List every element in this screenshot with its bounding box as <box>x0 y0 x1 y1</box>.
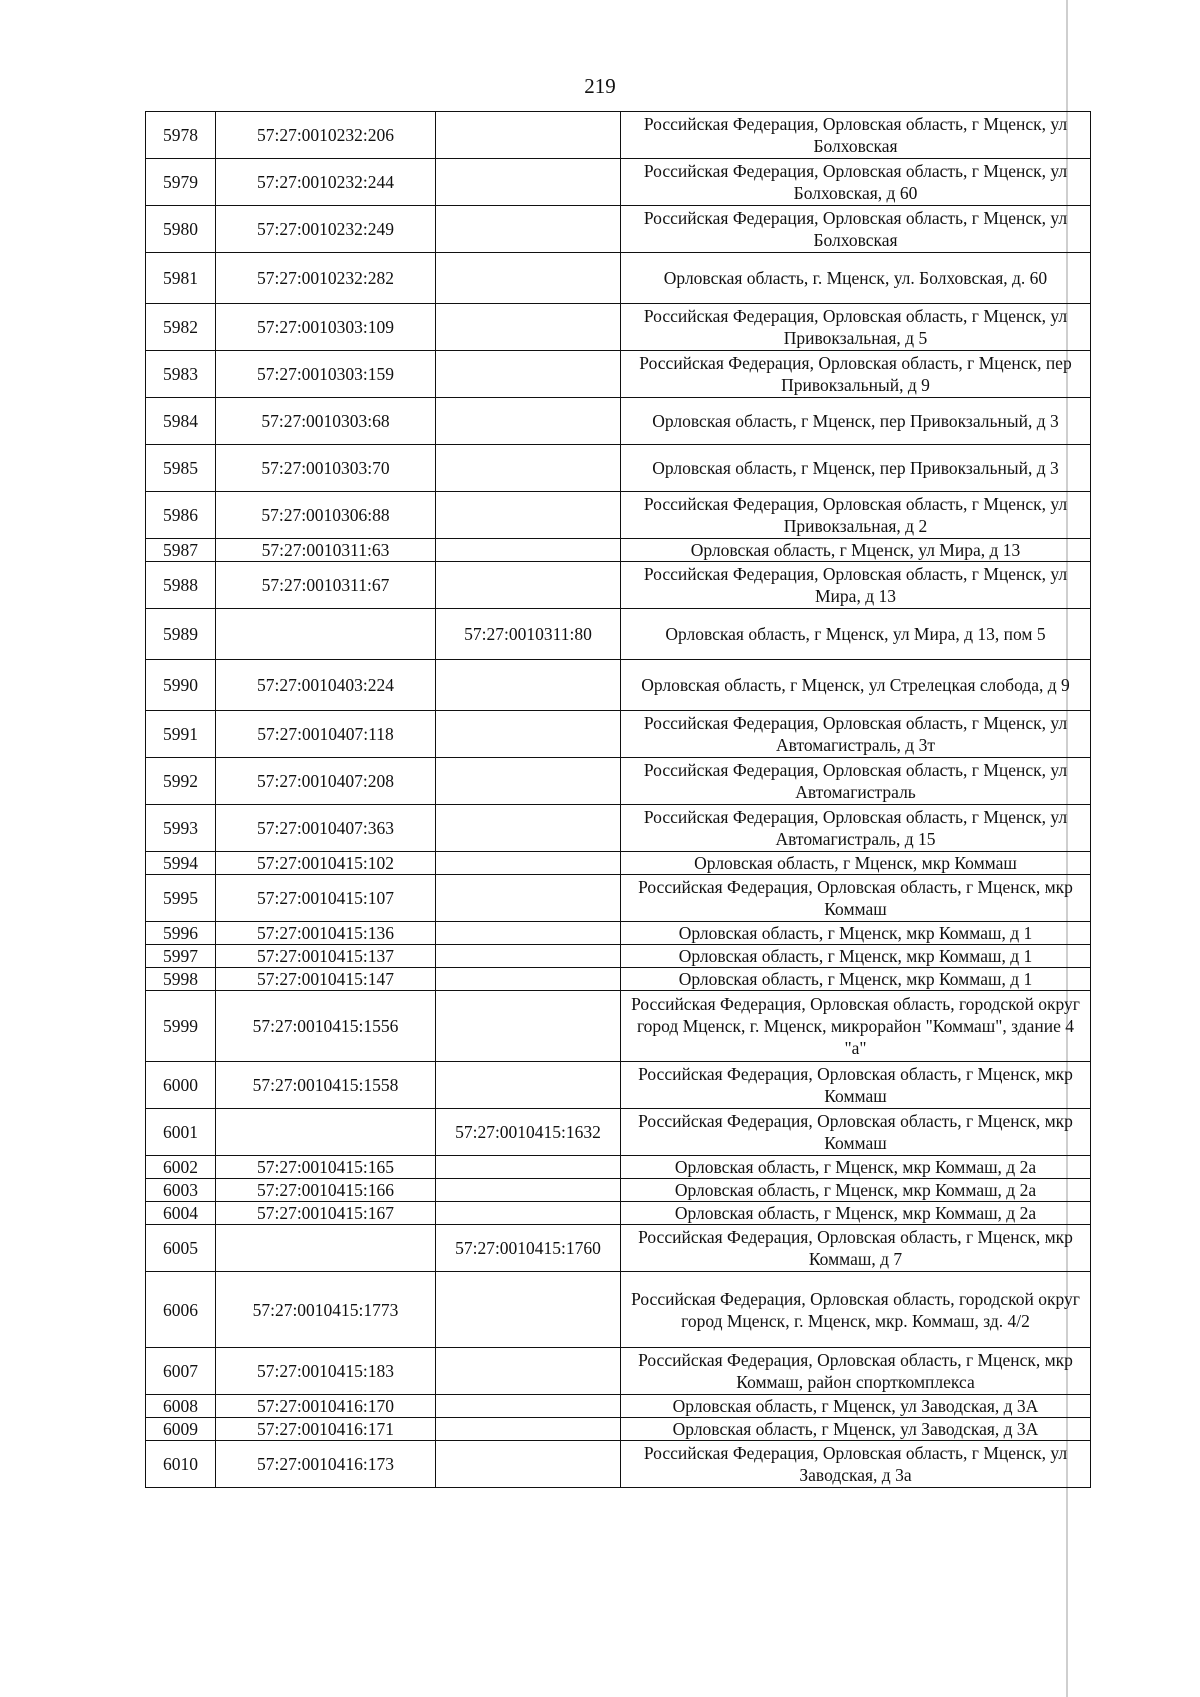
table-row <box>146 398 1091 445</box>
parent-cadastral-number <box>436 1441 621 1488</box>
row-number: 6010 <box>146 1441 216 1488</box>
cadastral-number: 57:27:0010415:167 <box>216 1202 436 1225</box>
cadastral-number: 57:27:0010415:102 <box>216 852 436 875</box>
address: Орловская область, г Мценск, пер Привокзальный, д 3 <box>621 398 1091 445</box>
address: Орловская область, г Мценск, ул Заводская, д 3А <box>621 1418 1091 1441</box>
cadastral-number: 57:27:0010407:363 <box>216 805 436 852</box>
table-row <box>146 875 1091 922</box>
address: Российская Федерация, Орловская область, г Мценск, ул Болховская, д 60 <box>621 159 1091 206</box>
table-row <box>146 1348 1091 1395</box>
parent-cadastral-number <box>436 852 621 875</box>
row-number: 6005 <box>146 1225 216 1272</box>
cadastral-number: 57:27:0010416:171 <box>216 1418 436 1441</box>
cadastral-number: 57:27:0010415:137 <box>216 945 436 968</box>
table-row <box>146 968 1091 991</box>
row-number: 5982 <box>146 304 216 351</box>
address: Российская Федерация, Орловская область, г Мценск, ул Автомагистраль <box>621 758 1091 805</box>
table-row <box>146 1156 1091 1179</box>
cadastral-number: 57:27:0010232:244 <box>216 159 436 206</box>
table-row <box>146 852 1091 875</box>
row-number: 5998 <box>146 968 216 991</box>
row-number: 5994 <box>146 852 216 875</box>
address: Орловская область, г Мценск, мкр Коммаш, д 2а <box>621 1202 1091 1225</box>
table-row <box>146 159 1091 206</box>
parent-cadastral-number <box>436 968 621 991</box>
cadastral-number: 57:27:0010415:183 <box>216 1348 436 1395</box>
parent-cadastral-number <box>436 1348 621 1395</box>
table-row <box>146 922 1091 945</box>
cadastral-number: 57:27:0010415:165 <box>216 1156 436 1179</box>
address: Российская Федерация, Орловская область, городской округ город Мценск, г. Мценск, мкр. Коммаш, зд. 4/2 <box>621 1272 1091 1348</box>
table-row <box>146 1272 1091 1348</box>
cadastral-number: 57:27:0010416:170 <box>216 1395 436 1418</box>
address: Орловская область, г Мценск, ул Мира, д 13 <box>621 539 1091 562</box>
cadastral-number: 57:27:0010303:68 <box>216 398 436 445</box>
row-number: 5990 <box>146 660 216 711</box>
table-row <box>146 112 1091 159</box>
parent-cadastral-number <box>436 1062 621 1109</box>
cadastral-number: 57:27:0010415:1773 <box>216 1272 436 1348</box>
cadastral-number: 57:27:0010415:166 <box>216 1179 436 1202</box>
table-row <box>146 711 1091 758</box>
row-number: 5979 <box>146 159 216 206</box>
address: Орловская область, г Мценск, мкр Коммаш, д 2а <box>621 1179 1091 1202</box>
row-number: 5978 <box>146 112 216 159</box>
cadastral-number: 57:27:0010416:173 <box>216 1441 436 1488</box>
row-number: 5981 <box>146 253 216 304</box>
row-number: 5980 <box>146 206 216 253</box>
parent-cadastral-number <box>436 945 621 968</box>
table-row <box>146 758 1091 805</box>
row-number: 5992 <box>146 758 216 805</box>
table-row <box>146 1109 1091 1156</box>
row-number: 6006 <box>146 1272 216 1348</box>
table-row <box>146 1202 1091 1225</box>
row-number: 6007 <box>146 1348 216 1395</box>
parent-cadastral-number <box>436 922 621 945</box>
cadastral-number: 57:27:0010311:67 <box>216 562 436 609</box>
table-row <box>146 492 1091 539</box>
address: Орловская область, г Мценск, ул Мира, д 13, пом 5 <box>621 609 1091 660</box>
table-row <box>146 1179 1091 1202</box>
row-number: 5983 <box>146 351 216 398</box>
address: Орловская область, г Мценск, ул Заводская, д 3А <box>621 1395 1091 1418</box>
address: Российская Федерация, Орловская область, г Мценск, ул Болховская <box>621 112 1091 159</box>
address: Российская Федерация, Орловская область, городской округ город Мценск, г. Мценск, микрорайон "Коммаш", здание 4 "а" <box>621 991 1091 1062</box>
row-number: 5995 <box>146 875 216 922</box>
row-number: 5985 <box>146 445 216 492</box>
row-number: 6009 <box>146 1418 216 1441</box>
table-row <box>146 1225 1091 1272</box>
parent-cadastral-number <box>436 562 621 609</box>
address: Российская Федерация, Орловская область, г Мценск, мкр Коммаш, район спорткомплекса <box>621 1348 1091 1395</box>
cadastral-number: 57:27:0010311:63 <box>216 539 436 562</box>
parent-cadastral-number <box>436 445 621 492</box>
parent-cadastral-number <box>436 1272 621 1348</box>
cadastral-number <box>216 1109 436 1156</box>
table-row <box>146 805 1091 852</box>
address: Российская Федерация, Орловская область, г Мценск, ул Автомагистраль, д 3т <box>621 711 1091 758</box>
row-number: 5996 <box>146 922 216 945</box>
row-number: 6002 <box>146 1156 216 1179</box>
cadastral-number: 57:27:0010415:136 <box>216 922 436 945</box>
cadastral-number: 57:27:0010232:282 <box>216 253 436 304</box>
parent-cadastral-number <box>436 253 621 304</box>
address: Орловская область, г Мценск, мкр Коммаш, д 2а <box>621 1156 1091 1179</box>
address: Российская Федерация, Орловская область, г Мценск, мкр Коммаш <box>621 1062 1091 1109</box>
table-row <box>146 1395 1091 1418</box>
address: Российская Федерация, Орловская область, г Мценск, мкр Коммаш, д 7 <box>621 1225 1091 1272</box>
parent-cadastral-number <box>436 1156 621 1179</box>
parent-cadastral-number <box>436 159 621 206</box>
parent-cadastral-number <box>436 1395 621 1418</box>
table-row <box>146 1418 1091 1441</box>
table-row <box>146 206 1091 253</box>
cadastral-number <box>216 609 436 660</box>
parent-cadastral-number <box>436 304 621 351</box>
parent-cadastral-number <box>436 1202 621 1225</box>
address: Российская Федерация, Орловская область, г Мценск, ул Болховская <box>621 206 1091 253</box>
cadastral-number: 57:27:0010303:70 <box>216 445 436 492</box>
address: Орловская область, г Мценск, мкр Коммаш, д 1 <box>621 968 1091 991</box>
table-row <box>146 351 1091 398</box>
address: Российская Федерация, Орловская область, г Мценск, ул Мира, д 13 <box>621 562 1091 609</box>
cadastral-number: 57:27:0010415:147 <box>216 968 436 991</box>
address: Российская Федерация, Орловская область, г Мценск, мкр Коммаш <box>621 1109 1091 1156</box>
parent-cadastral-number <box>436 875 621 922</box>
table-row <box>146 945 1091 968</box>
address: Российская Федерация, Орловская область, г Мценск, ул Привокзальная, д 2 <box>621 492 1091 539</box>
parent-cadastral-number <box>436 660 621 711</box>
table-row <box>146 539 1091 562</box>
parent-cadastral-number: 57:27:0010415:1632 <box>436 1109 621 1156</box>
table-row <box>146 1441 1091 1488</box>
cadastral-number: 57:27:0010232:249 <box>216 206 436 253</box>
table-row <box>146 253 1091 304</box>
parent-cadastral-number <box>436 805 621 852</box>
parent-cadastral-number <box>436 1179 621 1202</box>
table-row <box>146 609 1091 660</box>
row-number: 5997 <box>146 945 216 968</box>
cadastral-number: 57:27:0010407:118 <box>216 711 436 758</box>
address: Орловская область, г. Мценск, ул. Болховская, д. 60 <box>621 253 1091 304</box>
address: Российская Федерация, Орловская область, г Мценск, ул Заводская, д 3а <box>621 1441 1091 1488</box>
parent-cadastral-number <box>436 206 621 253</box>
cadastral-number: 57:27:0010407:208 <box>216 758 436 805</box>
page-number: 219 <box>584 74 616 98</box>
row-number: 5987 <box>146 539 216 562</box>
row-number: 5984 <box>146 398 216 445</box>
parent-cadastral-number <box>436 492 621 539</box>
cadastral-number: 57:27:0010415:1556 <box>216 991 436 1062</box>
parent-cadastral-number <box>436 539 621 562</box>
table-row <box>146 562 1091 609</box>
table-row <box>146 991 1091 1062</box>
cadastral-number: 57:27:0010303:159 <box>216 351 436 398</box>
address: Российская Федерация, Орловская область, г Мценск, ул Автомагистраль, д 15 <box>621 805 1091 852</box>
cadastral-number: 57:27:0010415:107 <box>216 875 436 922</box>
row-number: 5999 <box>146 991 216 1062</box>
cadastral-number: 57:27:0010303:109 <box>216 304 436 351</box>
parent-cadastral-number <box>436 112 621 159</box>
row-number: 6004 <box>146 1202 216 1225</box>
row-number: 6008 <box>146 1395 216 1418</box>
address: Орловская область, г Мценск, мкр Коммаш <box>621 852 1091 875</box>
address: Орловская область, г Мценск, ул Стрелецкая слобода, д 9 <box>621 660 1091 711</box>
parent-cadastral-number <box>436 351 621 398</box>
parent-cadastral-number: 57:27:0010415:1760 <box>436 1225 621 1272</box>
parent-cadastral-number: 57:27:0010311:80 <box>436 609 621 660</box>
row-number: 6003 <box>146 1179 216 1202</box>
row-number: 5991 <box>146 711 216 758</box>
row-number: 6001 <box>146 1109 216 1156</box>
row-number: 6000 <box>146 1062 216 1109</box>
table-row <box>146 445 1091 492</box>
cadastral-number: 57:27:0010415:1558 <box>216 1062 436 1109</box>
parent-cadastral-number <box>436 758 621 805</box>
address: Российская Федерация, Орловская область, г Мценск, мкр Коммаш <box>621 875 1091 922</box>
cadastral-number: 57:27:0010403:224 <box>216 660 436 711</box>
table-row <box>146 304 1091 351</box>
cadastral-number: 57:27:0010232:206 <box>216 112 436 159</box>
table-row <box>146 660 1091 711</box>
parent-cadastral-number <box>436 711 621 758</box>
cadastral-number <box>216 1225 436 1272</box>
address: Российская Федерация, Орловская область, г Мценск, ул Привокзальная, д 5 <box>621 304 1091 351</box>
address: Орловская область, г Мценск, мкр Коммаш, д 1 <box>621 922 1091 945</box>
row-number: 5986 <box>146 492 216 539</box>
address: Российская Федерация, Орловская область, г Мценск, пер Привокзальный, д 9 <box>621 351 1091 398</box>
table-row <box>146 1062 1091 1109</box>
cadastral-number: 57:27:0010306:88 <box>216 492 436 539</box>
row-number: 5989 <box>146 609 216 660</box>
parent-cadastral-number <box>436 1418 621 1441</box>
parent-cadastral-number <box>436 398 621 445</box>
row-number: 5988 <box>146 562 216 609</box>
address: Орловская область, г Мценск, пер Привокзальный, д 3 <box>621 445 1091 492</box>
parent-cadastral-number <box>436 991 621 1062</box>
registry-table <box>145 111 1091 1488</box>
address: Орловская область, г Мценск, мкр Коммаш, д 1 <box>621 945 1091 968</box>
row-number: 5993 <box>146 805 216 852</box>
